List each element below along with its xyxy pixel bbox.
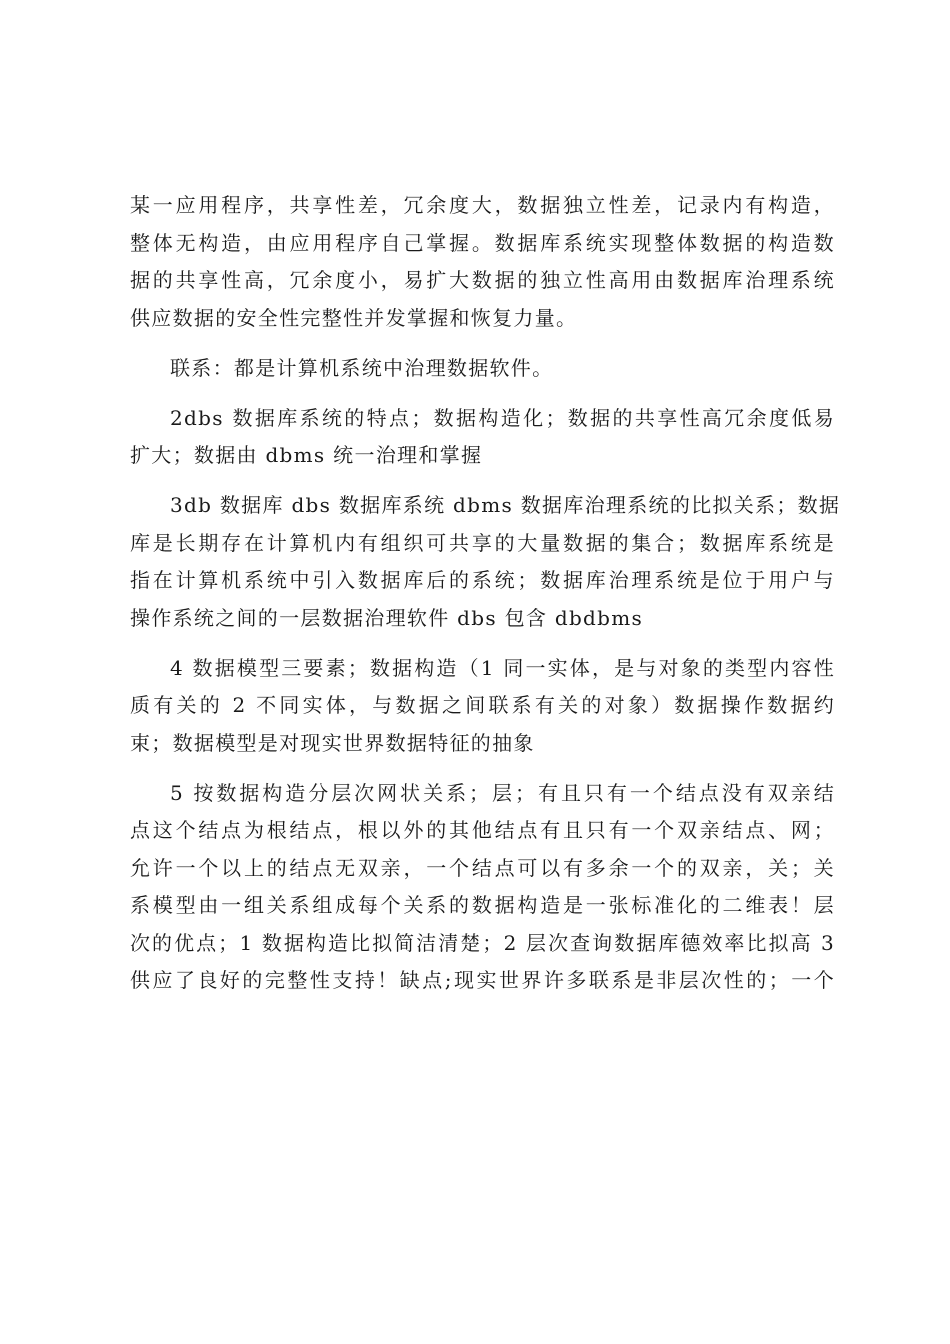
text-line: 5 按数据构造分层次网状关系；层；有且只有一个结点没有双亲结 xyxy=(170,780,835,805)
document-body xyxy=(130,187,841,1000)
text-line: 2dbs 数据库系统的特点；数据构造化；数据的共享性高冗余度低易 xyxy=(170,405,835,430)
text-line: 某一应用程序，共享性差，冗余度大，数据独立性差，记录内有构造， xyxy=(130,193,835,217)
text-line: 操作系统之间的一层数据治理软件 dbs 包含 dbdbms xyxy=(130,605,644,630)
paragraph-gap xyxy=(130,637,835,650)
paragraph xyxy=(130,400,835,475)
text-line: 扩大；数据由 dbms 统一治理和掌握 xyxy=(130,443,483,467)
paragraph xyxy=(130,350,835,388)
text-line: 质有关的 2 不同实体，与数据之间联系有关的对象）数据操作数据约 xyxy=(130,693,835,717)
paragraph-gap xyxy=(130,762,835,775)
paragraph-gap xyxy=(130,337,835,350)
text-line: 3db 数据库 dbs 数据库系统 dbms 数据库治理系统的比拟关系；数据 xyxy=(170,493,841,517)
paragraph xyxy=(130,187,835,337)
paragraph xyxy=(130,775,835,1000)
text-line: 供应数据的安全性完整性并发掌握和恢复力量。 xyxy=(130,305,578,330)
paragraph-gap xyxy=(130,475,835,488)
text-line: 次的优点；1 数据构造比拟简洁清楚；2 层次查询数据库德效率比拟高 3 xyxy=(130,930,835,955)
paragraph xyxy=(130,487,841,637)
text-line: 库是长期存在计算机内有组织可共享的大量数据的集合；数据库系统是 xyxy=(130,530,835,555)
text-line: 供应了良好的完整性支持！缺点;现实世界许多联系是非层次性的；一个 xyxy=(130,968,835,992)
text-line: 点这个结点为根结点，根以外的其他结点有且只有一个双亲结点、网； xyxy=(130,818,835,842)
text-line: 系模型由一组关系组成每个关系的数据构造是一张标准化的二维表！层 xyxy=(130,893,835,917)
paragraph-gap xyxy=(130,387,835,400)
text-line: 4 数据模型三要素；数据构造（1 同一实体，是与对象的类型内容性 xyxy=(170,655,835,680)
text-line: 据的共享性高，冗余度小，易扩大数据的独立性高用由数据库治理系统 xyxy=(130,268,835,292)
text-line: 联系：都是计算机系统中治理数据软件。 xyxy=(170,355,554,380)
text-line: 指在计算机系统中引入数据库后的系统；数据库治理系统是位于用户与 xyxy=(130,568,835,592)
text-line: 允许一个以上的结点无双亲，一个结点可以有多余一个的双亲，关；关 xyxy=(130,855,835,880)
text-line: 整体无构造，由应用程序自己掌握。数据库系统实现整体数据的构造数 xyxy=(130,230,835,255)
paragraph xyxy=(130,650,835,763)
text-line: 束；数据模型是对现实世界数据特征的抽象 xyxy=(130,730,535,755)
